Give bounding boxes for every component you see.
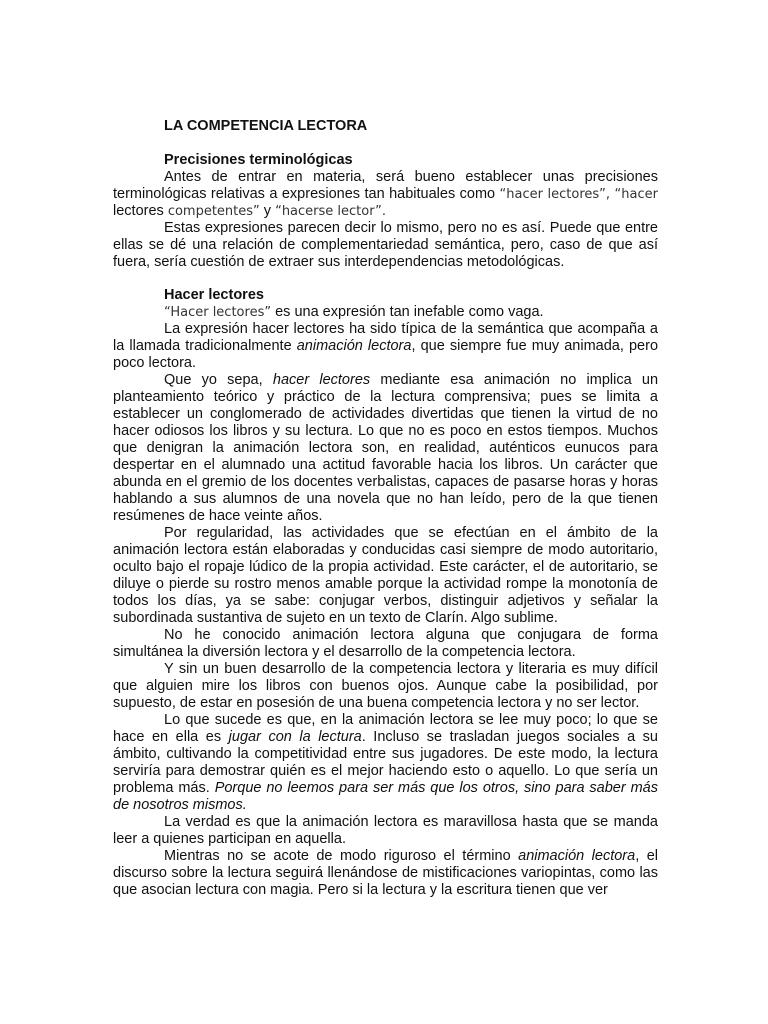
paragraph (113, 661, 658, 712)
text-run: No he conocido animación lectora alguna que conjugara de forma simultánea la diversión lectora y el desarrollo de la competencia lectora. (113, 627, 658, 660)
paragraph (113, 525, 658, 627)
document-title: LA COMPETENCIA LECTORA (164, 118, 368, 134)
text-run: Y sin un buen desarrollo de la competencia lectora y literaria es muy difícil que alguien mire los libros con buenos ojos. Aunque cabe la posibilidad, por supuesto, de estar en posesión de una buena competencia lectora y no ser lector. (113, 661, 658, 711)
paragraph (113, 220, 658, 271)
quoted-phrase: competentes” (167, 204, 260, 219)
emphasis-text: jugar con la lectura (228, 729, 362, 745)
text-run: , el discurso sobre la lectura seguirá llenándose de mistificaciones variopintas, como las que asocian lectura con magia. Pero si la lectura y la escritura tienen que ver (113, 848, 658, 898)
paragraph (113, 848, 658, 899)
text-run: y (259, 203, 276, 219)
paragraph (113, 304, 658, 321)
text-run: La verdad es que la animación lectora es maravillosa hasta que se manda leer a quienes participan en aquella. (113, 814, 658, 847)
text-run: La expresión hacer lectores ha sido típica de la semántica que acompaña a la llamada tradicionalmente (113, 321, 658, 354)
section-precisiones (113, 152, 658, 271)
emphasis-text: animación lectora (296, 338, 412, 354)
paragraph (113, 321, 658, 372)
paragraph (113, 627, 658, 661)
emphasis-text: animación lectora (518, 848, 636, 864)
text-run: Mientras no se acote de modo riguroso el término (164, 848, 519, 864)
paragraph (113, 814, 658, 848)
quoted-phrase: “Hacer lectores” (164, 305, 272, 320)
text-run: . Incluso se trasladan juegos sociales a su ámbito, cultivando la competitividad entre sus jugadores. De este modo, la lectura serviría para demostrar quién es el mejor haciendo esto o aquello. Lo que sería un problema más. (113, 729, 658, 796)
text-run: , que siempre fue muy animada, pero poco lectora. (113, 338, 659, 371)
text-run: mediante esa animación no implica un planteamiento teórico y práctico de la lectura comprensiva; pues se limita a establecer un conglomerado de actividades divertidas que tienen la virtud de no hacer odiosos los libros y su lectura. Lo que no es poco en estos tiempos. Muchos que denigran la animación lectora son, en realidad, auténticos eunucos para despertar en el alumnado una actitud favorable hacia los libros. Un carácter que abunda en el gremio de los docentes verbalistas, capaces de pasarse horas y horas hablando a sus alumnos de una novela que no han leído, pero de la que tienen resúmenes de hace veinte años. (113, 372, 659, 524)
text-run: es una expresión tan inefable como vaga. (271, 304, 544, 320)
section-heading-hacer-lectores: Hacer lectores (164, 287, 264, 303)
paragraph (113, 169, 658, 220)
quoted-phrase: “hacer lectores”, “hacer (499, 187, 658, 202)
emphasis-text: Porque no leemos para ser más que los otros, sino para saber más de nosotros mismos. (113, 780, 658, 813)
text-run: Que yo sepa, (164, 372, 273, 388)
paragraph (113, 712, 658, 814)
emphasis-text: hacer lectores (272, 372, 371, 388)
document-body (113, 118, 658, 899)
text-run: Lo que sucede es que, en la animación lectora se lee muy poco; lo que se hace en ella es (113, 712, 658, 745)
section-hacer-lectores (113, 287, 658, 899)
text-run: Por regularidad, las actividades que se efectúan en el ámbito de la animación lectora están elaboradas y conducidas casi siempre de modo autoritario, oculto bajo el ropaje lúdico de la propia actividad. Este carácter, el de autoritario, se diluye o pierde su rostro menos amable porque la actividad rompe la monotonía de todos los días, ya se sabe: conjugar verbos, distinguir adjetivos y señalar la subordinada sustantiva de sujeto en un texto de Clarín. Algo sublime. (113, 525, 658, 626)
quoted-phrase: “hacerse lector”. (275, 204, 386, 219)
section-heading-precisiones: Precisiones terminológicas (164, 152, 353, 168)
text-run: lectores (113, 203, 168, 219)
text-run: Antes de entrar en materia, será bueno establecer unas precisiones terminológicas relativas a expresiones tan habituales como (113, 169, 658, 202)
paragraph (113, 372, 658, 525)
text-run: Estas expresiones parecen decir lo mismo, pero no es así. Puede que entre ellas se dé una relación de complementariedad semántica, pero, caso de que así fuera, sería cuestión de extraer sus interdependencias metodológicas. (113, 220, 658, 270)
